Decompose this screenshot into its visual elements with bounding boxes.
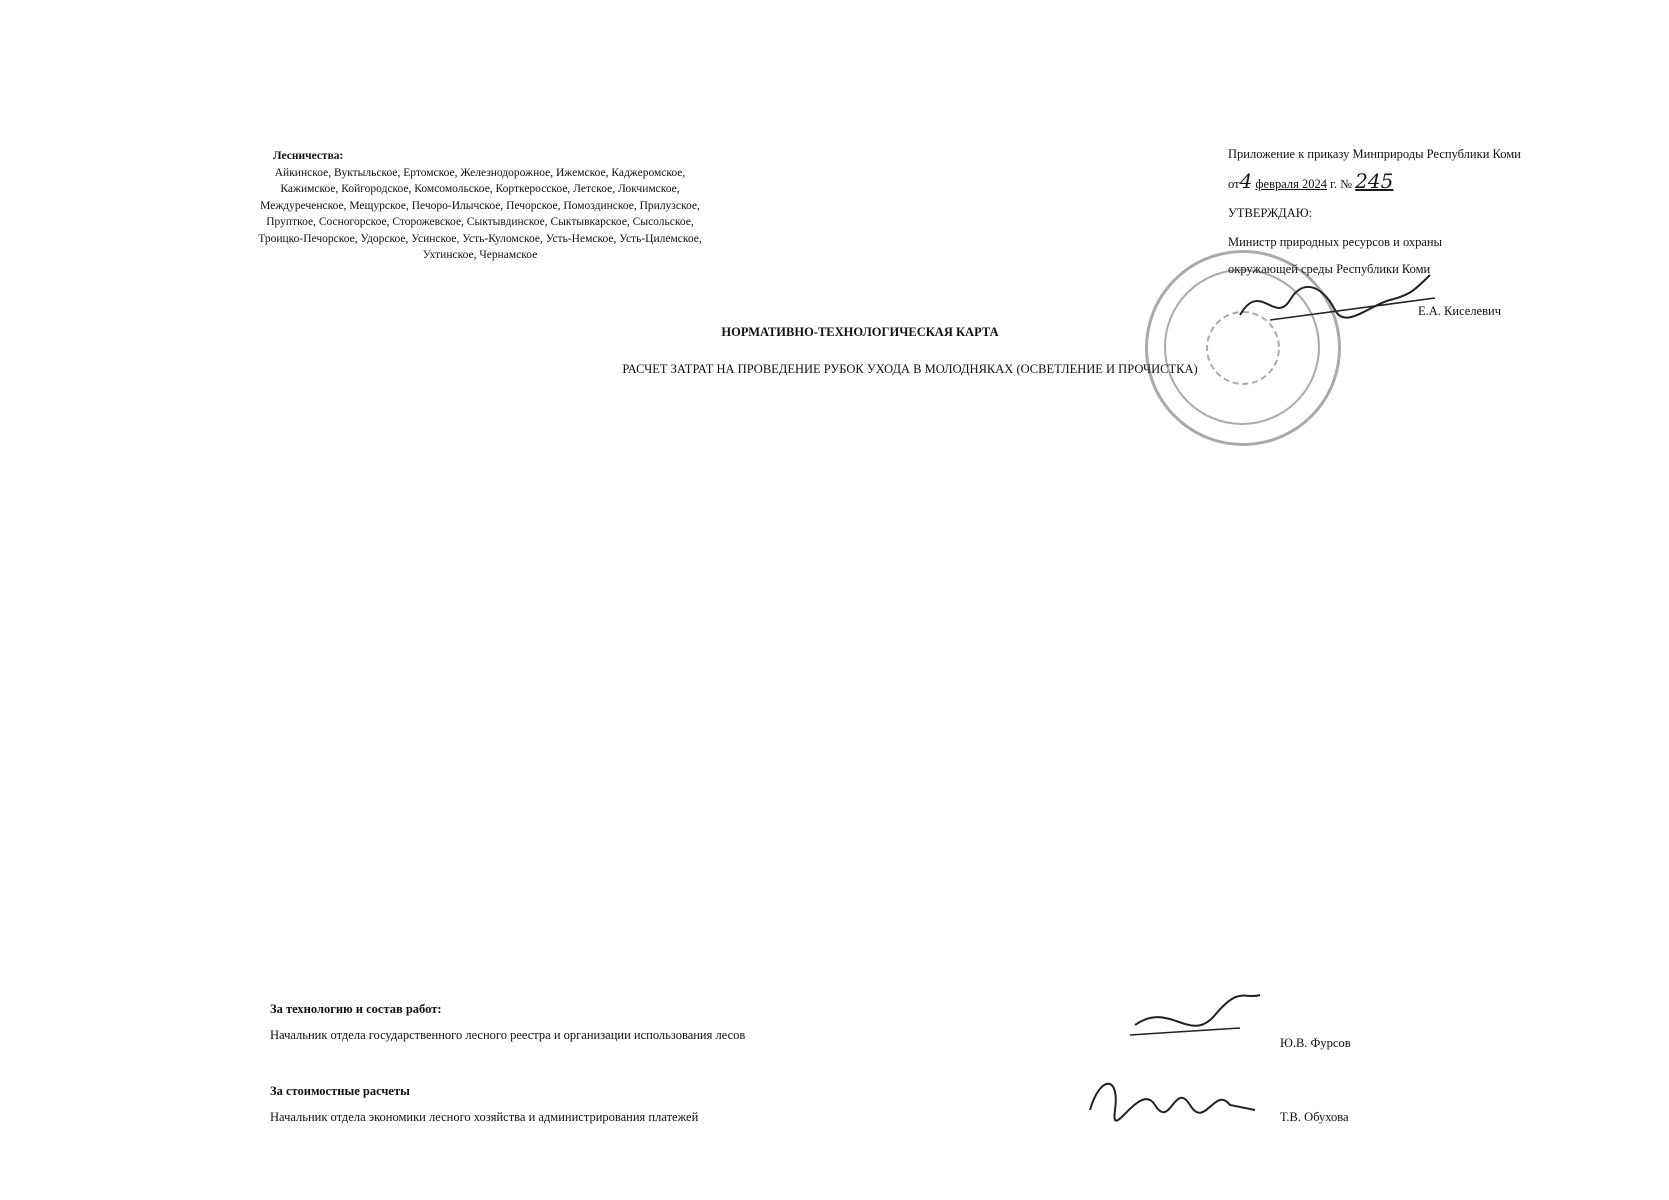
forestries-block <box>245 148 715 264</box>
date-suffix: г. № <box>1330 177 1353 191</box>
forestries-heading: Лесничества: <box>273 150 344 162</box>
approve-label: УТВЕРЖДАЮ: <box>1228 206 1313 220</box>
position-line-1: Министр природных ресурсов и охраны <box>1228 235 1443 249</box>
tech-name: Ю.В. Фурсов <box>1280 1036 1351 1050</box>
document-subtitle: РАСЧЕТ ЗАТРАТ НА ПРОВЕДЕНИЕ РУБОК УХОДА В МОЛОДНЯКАХ (ОСВЕТЛЕНИЕ И ПРОЧИСТКА) <box>622 362 1198 376</box>
cost-position: Начальник отдела экономики лесного хозяйства и администрирования платежей <box>270 1110 699 1124</box>
forestries-list: Айкинское, Вуктыльское, Ертомское, Железнодорожное, Ижемское, Каджеромское, Кажимское, Койгородское, Комсомольское, Корткеросское, Летское, Локчимское, Междуреченское, Мещурское, Печоро-Илычское, Печорское, Помоздинское, Прилузское, Прупткое, Сосногорское, Сторожевское, Сыктывдинское, Сыктывкарское, Сысольское, Троицко-Печорское, Удорское, Усинское, Усть-Куломское, Усть-Немское, Усть-Цилемское, Ухтинское, Чернамское <box>258 166 702 261</box>
order-number: 245 <box>1355 169 1394 193</box>
date-rest: февраля 2024 <box>1255 177 1327 191</box>
cost-name: Т.В. Обухова <box>1280 1110 1349 1124</box>
cost-heading: За стоимостные расчеты <box>270 1084 410 1098</box>
position-line-2: окружающей среды Республики Коми <box>1228 262 1431 276</box>
order-date-line <box>1228 169 1588 193</box>
minister-signature <box>1230 270 1440 340</box>
tech-heading: За технологию и состав работ: <box>270 1002 442 1016</box>
obukhova-signature <box>1080 1060 1260 1130</box>
document-title: НОРМАТИВНО-ТЕХНОЛОГИЧЕСКАЯ КАРТА <box>721 325 999 339</box>
tech-position: Начальник отдела государственного лесного реестра и организации использования лесов <box>270 1028 746 1042</box>
fursov-signature <box>1120 990 1270 1050</box>
signatory-name: Е.А. Киселевич <box>1418 304 1501 318</box>
date-prefix: от <box>1228 177 1240 191</box>
appendix-line: Приложение к приказу Минприроды Республики Коми <box>1228 147 1521 161</box>
date-day: 4 <box>1239 169 1253 193</box>
